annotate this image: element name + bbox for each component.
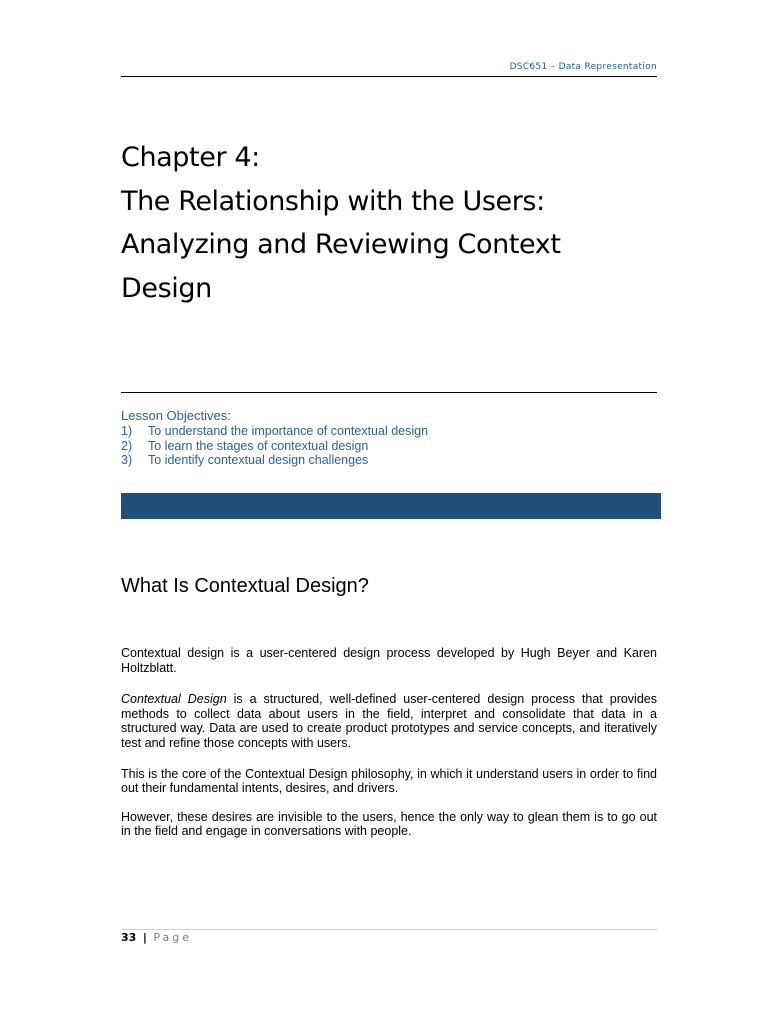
section-heading: What Is Contextual Design? xyxy=(121,575,369,597)
running-header: DSC651 – Data Representation xyxy=(509,62,657,72)
page-label: Page xyxy=(153,931,192,944)
page-number-value: 33 xyxy=(121,931,137,944)
chapter-title xyxy=(121,136,661,310)
objectives-rule xyxy=(121,392,657,393)
chapter-title-line: Analyzing and Reviewing Context xyxy=(121,229,561,260)
objective-item xyxy=(121,424,661,439)
body-paragraph: However, these desires are invisible to the users, hence the only way to glean them is to go out in the field and engage in conversations with people. xyxy=(121,809,657,839)
chapter-title-line: Design xyxy=(121,272,212,304)
objective-number: 2) xyxy=(121,438,133,453)
emphasis-term: Contextual Design xyxy=(121,692,227,707)
objective-text: To identify contextual design challenges xyxy=(148,453,369,468)
footer-rule xyxy=(121,929,657,930)
objectives-heading: Lesson Objectives: xyxy=(121,408,231,423)
body-paragraph: Contextual design is a user-centered design process developed by Hugh Beyer and Karen Holtzblatt. xyxy=(121,646,657,675)
lesson-objectives xyxy=(121,408,661,468)
body-paragraph-text: is a structured, well-defined user-centered design process that provides methods to collect data about users in the field, interpret and consolidate that data in a structured way. Data are used to create product prototypes and service concepts, and iteratively test and refine those concepts with users. xyxy=(121,692,657,750)
chapter-title-line: The Relationship with the Users: xyxy=(121,185,545,217)
body-paragraph: This is the core of the Contextual Design philosophy, in which it understand users in order to find out their fundamental intents, desires, and drivers. xyxy=(121,766,657,796)
objective-number: 3) xyxy=(121,453,133,468)
objective-text: To learn the stages of contextual design xyxy=(148,438,369,453)
objective-item xyxy=(121,439,661,454)
section-banner xyxy=(121,493,661,519)
section-body xyxy=(121,646,657,853)
objective-text: To understand the importance of contextual design xyxy=(148,424,429,438)
page-number xyxy=(121,931,192,944)
page-number-separator: | xyxy=(142,931,147,944)
header-rule xyxy=(121,76,657,77)
objective-number: 1) xyxy=(121,424,133,438)
chapter-title-line: Chapter 4: xyxy=(121,142,260,173)
body-paragraph xyxy=(121,692,657,750)
objective-item xyxy=(121,453,661,468)
